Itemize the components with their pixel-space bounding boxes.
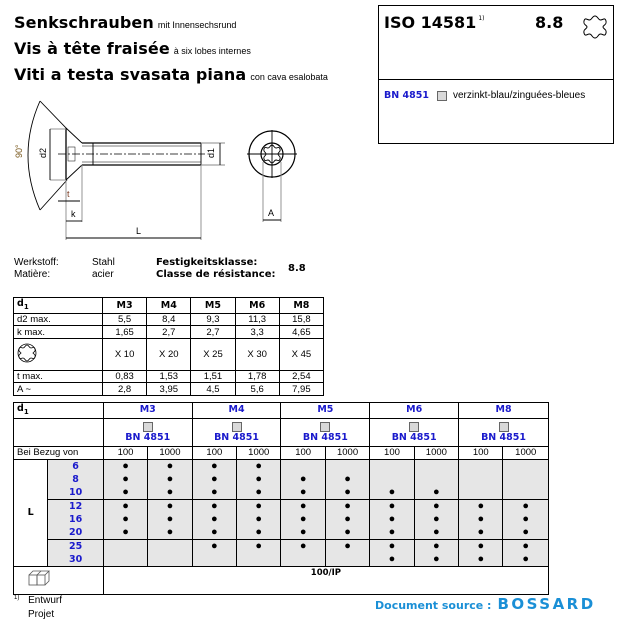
availability-cell [103, 499, 147, 539]
availability-dot [415, 473, 458, 486]
availability-dot: ● [255, 525, 263, 538]
package-value: 100/IP [103, 566, 548, 594]
length-value: 30 [68, 553, 83, 565]
finish-code: BN 4851 [481, 432, 527, 444]
availability-table [13, 402, 549, 595]
availability-cell [148, 499, 192, 539]
availability-cell [237, 539, 281, 566]
title-de-main: Senkschrauben [14, 13, 154, 32]
length-value: 6 [72, 460, 79, 472]
availability-cell [414, 499, 458, 539]
table-cell: 4,5 [191, 383, 235, 396]
availability-dot: ● [299, 525, 307, 538]
table-cell: 7,95 [279, 383, 323, 396]
table-row [14, 313, 324, 326]
qty-cell: 1000 [503, 446, 549, 459]
length-value: 8 [72, 473, 79, 485]
finish-swatch [232, 422, 242, 432]
availability-dot: ● [433, 499, 440, 512]
k-label: k [71, 209, 76, 219]
qty-cell: 100 [192, 446, 236, 459]
standard-box [378, 5, 614, 144]
strength-value: 8.8 [288, 263, 306, 274]
footnote-ref: 1) [14, 595, 20, 601]
availability-dot: ● [522, 525, 530, 538]
strength-label-de: Festigkeitsklasse: [156, 257, 258, 268]
availability-dot: ● [477, 512, 485, 525]
material-label-de: Werkstoff: [14, 257, 59, 268]
availability-dot [415, 460, 458, 473]
A-label: A [268, 208, 275, 218]
availability-cell [503, 499, 549, 539]
table-cell: 2,7 [147, 326, 191, 339]
table-cell: 0,83 [103, 370, 147, 383]
strength-label-fr: Classe de résistance: [156, 269, 276, 280]
strength-class: 8.8 [535, 13, 564, 32]
availability-dot [459, 460, 502, 473]
availability-dot: ● [299, 485, 307, 498]
torx-drive-icon [17, 343, 37, 363]
finish-label: verzinkt-blau/zinguées-bleues [452, 90, 586, 101]
angle-label: 90° [14, 144, 24, 158]
document-source [375, 595, 596, 613]
availability-cell [325, 499, 369, 539]
availability-dot [503, 473, 548, 486]
availability-dot: ● [211, 512, 218, 525]
qty-cell: 100 [103, 446, 147, 459]
finish-swatch [409, 422, 419, 432]
row-label [14, 338, 103, 370]
availability-dot: ● [211, 472, 218, 485]
table-cell: X 30 [235, 338, 279, 370]
title-it-main: Viti a testa svasata piana [14, 65, 247, 84]
availability-dot [148, 553, 191, 566]
availability-dot [326, 553, 369, 566]
availability-cell [192, 539, 236, 566]
package-box-icon [28, 570, 52, 586]
table-cell: 2,7 [191, 326, 235, 339]
table-cell: 2,54 [279, 370, 323, 383]
availability-dot: ● [477, 552, 485, 565]
availability-dot: ● [433, 512, 440, 525]
availability-cell [237, 459, 281, 499]
availability-dot: ● [433, 485, 440, 498]
length-value: 10 [68, 486, 83, 498]
availability-dot: ● [388, 512, 396, 525]
length-value: 25 [68, 540, 83, 552]
title-it-sub: con cava esalobata [250, 72, 328, 82]
availability-dot: ● [255, 539, 263, 552]
table-cell: 11,3 [235, 313, 279, 326]
qty-cell: 1000 [237, 446, 281, 459]
quantity-row [14, 446, 549, 459]
availability-dot: ● [388, 499, 396, 512]
availability-dot [193, 553, 236, 566]
d1-header: $d_1$ [14, 403, 104, 419]
availability-dot [281, 460, 324, 473]
availability-dot: ● [255, 499, 263, 512]
length-group-row [14, 499, 549, 539]
footnote-line1: Entwurf [28, 595, 63, 607]
availability-dot: ● [388, 539, 396, 552]
availability-dot: ● [255, 472, 263, 485]
availability-dot: ● [477, 539, 485, 552]
availability-dot: ● [522, 552, 530, 565]
dimensions-table [13, 297, 324, 396]
availability-dot [370, 460, 413, 473]
length-group-row [14, 459, 549, 499]
availability-dot: ● [166, 525, 174, 538]
availability-dot: ● [344, 539, 351, 552]
size-header: M3 [103, 403, 192, 419]
table-cell: 9,3 [191, 313, 235, 326]
availability-cell [192, 499, 236, 539]
table-cell: 1,78 [235, 370, 279, 383]
length-label: L [14, 459, 48, 566]
standard-name: ISO 14581 [384, 13, 477, 32]
length-values [48, 499, 104, 539]
availability-cell [325, 539, 369, 566]
length-value: 12 [68, 500, 83, 512]
screw-drawing [0, 100, 320, 245]
availability-dot: ● [344, 499, 351, 512]
table-row [14, 338, 324, 370]
availability-cell [503, 539, 549, 566]
availability-cell [281, 539, 325, 566]
availability-dot [104, 540, 147, 553]
size-header: M4 [192, 403, 281, 419]
table-cell: 1,65 [103, 326, 147, 339]
length-value: 16 [68, 513, 83, 525]
size-header: M6 [370, 403, 459, 419]
table-cell: 15,8 [279, 313, 323, 326]
title-de [14, 13, 236, 33]
finish-swatch [499, 422, 509, 432]
availability-dot: ● [299, 539, 307, 552]
availability-dot [503, 460, 548, 473]
finish-code: BN 4851 [302, 432, 348, 444]
availability-dot: ● [522, 539, 530, 552]
d2-label: d2 [38, 147, 48, 158]
finish-swatch [437, 91, 447, 101]
material-value-fr: acier [92, 269, 114, 280]
title-fr-main: Vis à tête fraisée [14, 39, 170, 58]
availability-dot: ● [299, 499, 307, 512]
availability-dot: ● [122, 525, 129, 538]
availability-dot: ● [477, 499, 485, 512]
row-label: A ~ [14, 383, 103, 396]
availability-dot: ● [211, 539, 218, 552]
availability-dot: ● [299, 512, 307, 525]
availability-dot: ● [255, 512, 263, 525]
torx-hexalobular-icon [582, 14, 608, 40]
size-header: M4 [147, 298, 191, 314]
availability-dot: ● [166, 499, 174, 512]
standard-footnote-ref: 1) [478, 15, 485, 22]
finish-cell [192, 418, 281, 446]
availability-dot [326, 460, 369, 473]
availability-cell [459, 539, 503, 566]
finish-code: BN 4851 [384, 90, 429, 101]
qty-cell: 1000 [414, 446, 458, 459]
availability-cell [503, 459, 549, 499]
table-cell: 5,6 [235, 383, 279, 396]
finish-cell [459, 418, 549, 446]
finish-code: BN 4851 [391, 432, 437, 444]
availability-dot [459, 486, 502, 499]
length-values [48, 459, 104, 499]
length-value: 20 [68, 526, 83, 538]
availability-cell [370, 539, 414, 566]
availability-cell [325, 459, 369, 499]
availability-dot: ● [211, 459, 218, 472]
qty-cell: 1000 [325, 446, 369, 459]
source-label: Document source : [375, 599, 492, 612]
table-cell: 2,8 [103, 383, 147, 396]
d1-header: $d_1$ [14, 298, 103, 314]
availability-dot: ● [344, 485, 351, 498]
availability-dot: ● [344, 525, 351, 538]
availability-dot: ● [477, 525, 485, 538]
d1-label: d1 [206, 147, 216, 158]
title-fr [14, 39, 251, 59]
table-row [14, 326, 324, 339]
row-label: d2 max. [14, 313, 103, 326]
material-label-fr: Matière: [14, 269, 51, 280]
package-row [14, 566, 549, 594]
availability-dot: ● [344, 512, 351, 525]
table-row [14, 383, 324, 396]
availability-dot: ● [433, 539, 440, 552]
availability-cell [370, 459, 414, 499]
footnote [14, 595, 62, 606]
table-cell: X 20 [147, 338, 191, 370]
availability-cell [103, 459, 147, 499]
row-label: t max. [14, 370, 103, 383]
row-label: k max. [14, 326, 103, 339]
availability-dot [370, 473, 413, 486]
availability-dot: ● [211, 485, 218, 498]
availability-dot: ● [166, 485, 174, 498]
finish-swatch [143, 422, 153, 432]
availability-dot: ● [255, 485, 263, 498]
availability-body [14, 459, 549, 566]
availability-dot: ● [388, 485, 396, 498]
size-header: M5 [281, 403, 370, 419]
length-values [48, 539, 104, 566]
L-label: L [136, 226, 142, 236]
availability-cell [414, 459, 458, 499]
availability-cell [281, 459, 325, 499]
availability-dot: ● [211, 499, 218, 512]
availability-dot: ● [122, 499, 129, 512]
availability-dot [503, 486, 548, 499]
availability-cell [414, 539, 458, 566]
availability-cell [459, 459, 503, 499]
table-cell: 3,3 [235, 326, 279, 339]
finish-row [14, 418, 549, 446]
t-label: t [67, 189, 70, 199]
qty-cell: 100 [281, 446, 325, 459]
availability-dot [281, 553, 324, 566]
finish-line [384, 90, 585, 101]
qty-cell: 100 [370, 446, 414, 459]
availability-cell [148, 459, 192, 499]
availability-dot: ● [122, 472, 129, 485]
standard-title [384, 13, 484, 32]
availability-dot [104, 553, 147, 566]
empty-cell [14, 418, 104, 446]
qty-cell: 1000 [148, 446, 192, 459]
finish-cell [281, 418, 370, 446]
title-fr-sub: à six lobes internes [173, 46, 251, 56]
table-row [14, 370, 324, 383]
dimensions-header-row [14, 298, 324, 314]
material-value-de: Stahl [92, 257, 115, 268]
availability-cell [103, 539, 147, 566]
availability-dot: ● [299, 472, 307, 485]
availability-dot: ● [166, 512, 174, 525]
availability-dot: ● [433, 552, 440, 565]
availability-dot [148, 540, 191, 553]
title-it [14, 65, 328, 85]
table-cell: X 25 [191, 338, 235, 370]
availability-dot [459, 473, 502, 486]
table-cell: 3,95 [147, 383, 191, 396]
finish-swatch [320, 422, 330, 432]
availability-cell [370, 499, 414, 539]
size-header: M6 [235, 298, 279, 314]
size-header: M3 [103, 298, 147, 314]
quantity-label: Bei Bezug von [14, 446, 104, 459]
availability-cell [148, 539, 192, 566]
table-cell: X 45 [279, 338, 323, 370]
availability-dot: ● [388, 525, 396, 538]
table-cell: X 10 [103, 338, 147, 370]
finish-cell [103, 418, 192, 446]
availability-dot: ● [166, 472, 174, 485]
availability-header-row [14, 403, 549, 419]
availability-cell [281, 499, 325, 539]
finish-code: BN 4851 [125, 432, 171, 444]
availability-dot [237, 553, 280, 566]
brand-logo: BOSSARD [497, 595, 596, 613]
finish-cell [370, 418, 459, 446]
availability-cell [459, 499, 503, 539]
availability-cell [237, 499, 281, 539]
availability-dot: ● [255, 459, 263, 472]
availability-cell [192, 459, 236, 499]
availability-dot: ● [122, 485, 129, 498]
size-header: M8 [459, 403, 549, 419]
table-cell: 1,51 [191, 370, 235, 383]
title-de-sub: mit Innensechsrund [157, 20, 237, 30]
availability-dot: ● [344, 472, 351, 485]
finish-code: BN 4851 [214, 432, 260, 444]
availability-dot: ● [522, 499, 530, 512]
size-header: M8 [279, 298, 323, 314]
availability-dot: ● [522, 512, 530, 525]
availability-dot: ● [433, 525, 440, 538]
length-group-row [14, 539, 549, 566]
footnote-line2: Projet [28, 609, 55, 620]
size-header: M5 [191, 298, 235, 314]
table-cell: 5,5 [103, 313, 147, 326]
availability-dot: ● [122, 459, 129, 472]
qty-cell: 100 [459, 446, 503, 459]
availability-dot: ● [211, 525, 218, 538]
availability-dot: ● [166, 459, 174, 472]
table-cell: 1,53 [147, 370, 191, 383]
availability-dot: ● [122, 512, 129, 525]
package-cell [14, 566, 104, 594]
table-cell: 8,4 [147, 313, 191, 326]
availability-dot: ● [388, 552, 396, 565]
table-cell: 4,65 [279, 326, 323, 339]
